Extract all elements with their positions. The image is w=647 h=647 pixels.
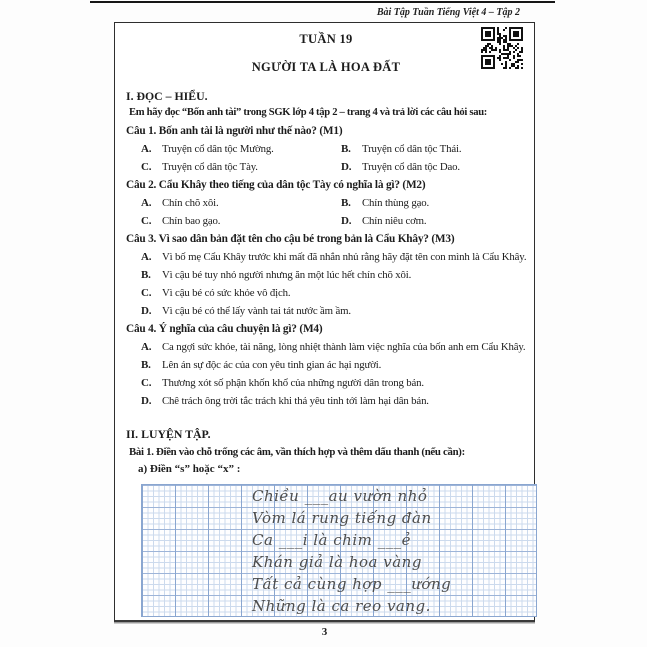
option-letter: B. [341, 197, 351, 209]
option-letter: C. [141, 287, 152, 299]
poem-line: Những là ca reo vang. [252, 597, 431, 615]
reading-instruction: Em hãy đọc “Bốn anh tài” trong SGK lớp 4 tập 2 – trang 4 và trả lời các câu hỏi sau: [129, 107, 488, 118]
answer-option [341, 194, 526, 212]
answer-option [141, 248, 526, 266]
poem-line: Chiều ___au vườn nhỏ [252, 487, 428, 505]
option-text: Truyện cổ dân tộc Thái. [362, 143, 462, 155]
answer-option [141, 194, 341, 212]
answer-option [141, 374, 526, 392]
option-text: Lên án sự độc ác của con yêu tinh gian ác hại người. [162, 359, 382, 371]
option-text: Chê trách ông trời tắc trách khi thả yêu tinh tới làm hại dân bản. [162, 395, 429, 407]
answer-option [141, 356, 526, 374]
question [126, 230, 526, 320]
answer-options [126, 194, 526, 230]
answer-options [126, 248, 526, 320]
answer-option [141, 302, 526, 320]
option-text: Chín bao gạo. [162, 215, 221, 227]
question-label: Câu 4. Ý nghĩa của câu chuyện là gì? (M4) [126, 323, 323, 335]
question-label: Câu 1. Bốn anh tài là người như thế nào? (M1) [126, 125, 343, 137]
option-letter: A. [141, 143, 152, 155]
option-text: Thương xót số phận khốn khổ của những người dân trong bản. [162, 377, 424, 389]
option-letter: A. [141, 251, 152, 263]
option-text: Chín niêu cơm. [362, 215, 427, 227]
answer-option [141, 266, 526, 284]
option-letter: D. [141, 305, 152, 317]
option-letter: A. [141, 341, 152, 353]
option-letter: C. [141, 377, 152, 389]
option-letter: B. [141, 269, 151, 281]
answer-option [141, 212, 341, 230]
page-top-edge-line [90, 1, 555, 3]
option-letter: D. [341, 161, 352, 173]
poem-line: Khán giả là hoa vàng [252, 553, 422, 571]
option-text: Chín thùng gạo. [362, 197, 430, 209]
exercise-1-label: Bài 1. Điền vào chỗ trống các âm, vần thích hợp và thêm dấu thanh (nếu cần): [129, 446, 465, 458]
option-text: Ca ngợi sức khỏe, tài năng, lòng nhiệt thành làm việc nghĩa của bốn anh em Cẩu Khây. [162, 341, 526, 353]
week-title: TUẦN 19 [299, 32, 353, 46]
page-number: 3 [321, 626, 328, 638]
question [126, 176, 526, 230]
exercise-1a-label: a) Điền “s” hoặc “x” : [138, 463, 241, 475]
option-text: Truyện cổ dân tộc Mường. [162, 143, 274, 155]
poem-line: Vòm lá rung tiếng đàn [252, 509, 432, 527]
book-header-note: Bài Tập Tuần Tiếng Việt 4 – Tập 2 [376, 7, 520, 18]
option-text: Vì cậu bé tuy nhỏ người nhưng ăn một lúc hết chín chõ xôi. [162, 269, 412, 281]
question-label: Câu 3. Vì sao dân bản đặt tên cho cậu bé trong bản là Cẩu Khây? (M3) [126, 233, 455, 245]
option-letter: D. [341, 215, 352, 227]
poem-line: Ca ___i là chim ___ẻ [252, 531, 411, 549]
poem-block [142, 485, 536, 617]
qr-code [481, 27, 523, 69]
answer-options [126, 140, 526, 176]
option-text: Truyện cổ dân tộc Dao. [362, 161, 460, 173]
content-border-box [114, 22, 535, 622]
handwriting-grid [141, 484, 537, 617]
option-text: Truyện cổ dân tộc Tày. [162, 161, 258, 173]
answer-option [141, 284, 526, 302]
option-text: Vì cậu bé có sức khỏe vô địch. [162, 287, 291, 299]
section-reading-title: I. ĐỌC – HIỂU. [126, 89, 208, 103]
question [126, 320, 526, 410]
option-letter: C. [141, 161, 152, 173]
answer-option [141, 158, 341, 176]
answer-option [141, 140, 341, 158]
option-letter: B. [141, 359, 151, 371]
section-practice-title: II. LUYỆN TẬP. [126, 427, 211, 441]
answer-options [126, 338, 526, 410]
option-letter: A. [141, 197, 152, 209]
answer-option [141, 338, 526, 356]
answer-option [341, 140, 526, 158]
poem-line: Tất cả cùng hợp ___ướng [252, 575, 452, 593]
answer-option [341, 212, 526, 230]
question [126, 122, 526, 176]
answer-option [341, 158, 526, 176]
questions-list [126, 122, 526, 410]
lesson-title: NGƯỜI TA LÀ HOA ĐẤT [251, 60, 401, 74]
answer-option [141, 392, 526, 410]
option-letter: B. [341, 143, 351, 155]
option-letter: C. [141, 215, 152, 227]
question-label: Câu 2. Cẩu Khây theo tiếng của dân tộc Tày có nghĩa là gì? (M2) [126, 179, 426, 191]
option-letter: D. [141, 395, 152, 407]
option-text: Vì cậu bé có thể lấy vành tai tát nước ầm ầm. [162, 305, 351, 317]
option-text: Chín chõ xôi. [162, 197, 219, 209]
option-text: Vì bố mẹ Cẩu Khây trước khi mất đã nhắn nhủ rằng hãy đặt tên con mình là Cẩu Khây. [162, 251, 526, 263]
